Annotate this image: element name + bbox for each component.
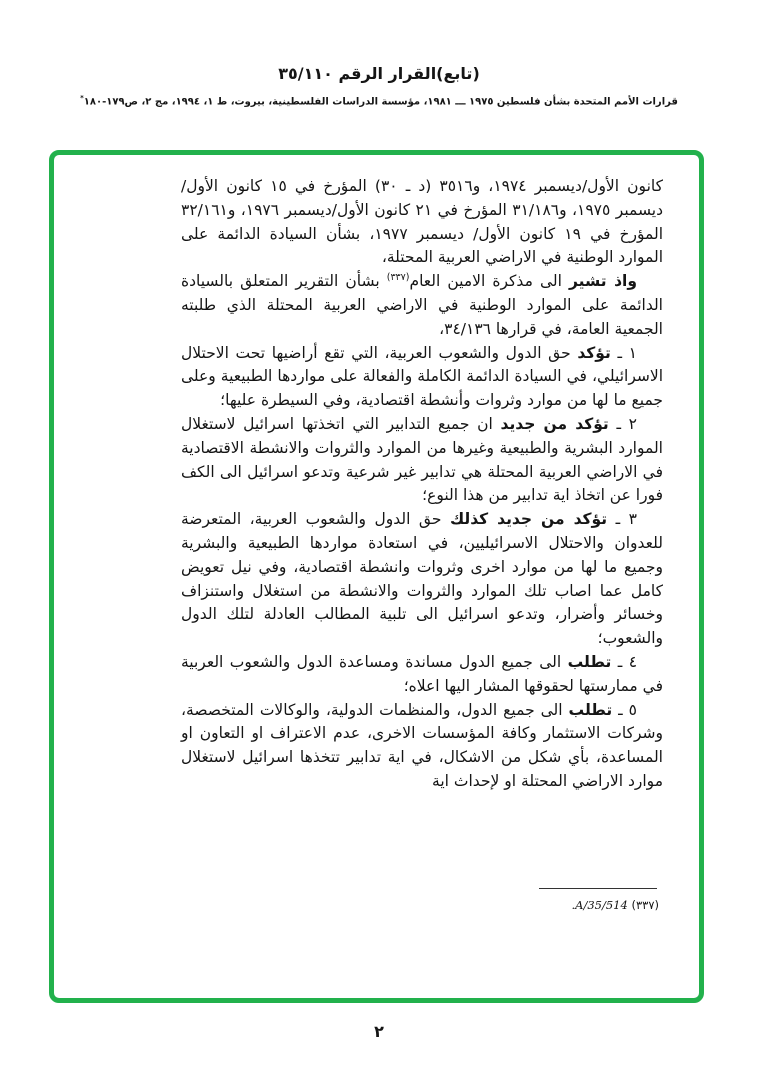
paragraph <box>181 508 663 651</box>
source-note-marker: * <box>80 94 84 102</box>
resolution-text <box>181 175 663 794</box>
footnote-area <box>539 888 659 912</box>
paragraph <box>181 342 663 413</box>
paragraph <box>181 270 663 341</box>
paragraph-lead: تطلب <box>568 700 613 719</box>
paragraph <box>181 413 663 508</box>
paragraph-number: ١ ـ <box>610 343 637 362</box>
paragraph <box>181 175 663 270</box>
green-frame <box>49 150 704 1003</box>
footnote-reference: A/35/514. <box>571 898 628 912</box>
source-citation-text: قرارات الأمم المتحدة بشأن فلسطين ١٩٧٥ ـــ ١٩٨١، مؤسسة الدراسات الفلسطينية، بيروت، ط ١، ١٩٩٤، مج ٢، ص١٧٩-١٨٠ <box>83 96 678 108</box>
paragraph <box>181 699 663 794</box>
paragraph-number: ٤ ـ <box>611 652 638 671</box>
source-citation <box>0 94 758 107</box>
paragraph-text: الى جميع الدول مساندة ومساعدة الدول والشعوب العربية في ممارستها لحقوقها المشار اليها اعلاه؛ <box>181 652 663 695</box>
paragraph-lead: تطلب <box>567 652 612 671</box>
page-title: (تابع)القرار الرقم ٣٥/١١٠ <box>278 64 480 83</box>
footnote-ref-marker: (٣٣٧) <box>386 272 410 284</box>
paragraph-lead: تؤكد من جديد <box>500 414 609 433</box>
paragraph-text: الى مذكرة الامين العام <box>409 272 569 291</box>
paragraph-lead: تؤكد <box>577 343 611 362</box>
footnote-separator <box>539 888 657 889</box>
paragraph-text: الى جميع الدول، والمنظمات الدولية، والوكالات المتخصصة، وشركات الاستثمار وكافة المؤسسات الاخرى، عدم الاعتراف او التعاون او المساعدة، بأي شكل من الاشكال، في اية تدابير تتخذها اسرائيل لاستغلال موارد الاراضي المحتلة او لإحداث اية <box>181 700 663 790</box>
paragraph <box>181 651 663 699</box>
paragraph-number: ٥ ـ <box>612 700 637 719</box>
paragraph-lead: واذ تشير <box>568 272 637 291</box>
paragraph-number: ٢ ـ <box>608 414 637 433</box>
paragraph-text-after: بشأن التقرير المتعلق بالسيادة الدائمة على الموارد الوطنية في الاراضي العربية المحتلة الذي طلبته الجمعية العامة، في قرارها ٣٤/١٣٦، <box>181 272 663 338</box>
page-header <box>0 64 758 107</box>
paragraph-lead: تؤكد من جديد كذلك <box>449 510 608 529</box>
paragraph-text: ان جميع التدابير التي اتخذتها اسرائيل لاستغلال الموارد البشرية والطبيعية وغيرها من الموارد والثروات والانشطة الاقتصادية في الاراضي العربية المحتلة هي تدابير غير شرعية وتدعو اسرائيل الى الكف فورا عن اتخاذ اية تدابير من هذا النوع؛ <box>181 414 663 505</box>
footnote-marker: (٣٣٧) <box>631 898 659 912</box>
footnote <box>539 898 659 912</box>
paragraph-text: كانون الأول/ديسمبر ١٩٧٤، و٣٥١٦ (د ـ ٣٠) المؤرخ في ١٥ كانون الأول/ديسمبر ١٩٧٥، و٣١/١٨٦ المؤرخ في ٢١ كانون الأول/ديسمبر ١٩٧٦، و٣٢/١٦١ المؤرخ في ١٩ كانون الأول/ ديسمبر ١٩٧٧، بشأن السيادة الدائمة على الموارد الوطنية في الاراضي العربية المحتلة، <box>181 177 664 267</box>
page-number: ٢ <box>374 1022 384 1041</box>
paragraph-number: ٣ ـ <box>607 510 637 529</box>
paragraph-text: حق الدول والشعوب العربية، التي تقع أراضيها تحت الاحتلال الاسرائيلي، في السيادة الدائمة الكاملة والفعالة على مواردها الطبيعية وعلى جميع ما لها من موارد وثروات وأنشطة اقتصادية، وفي السيطرة عليها؛ <box>181 343 663 410</box>
paragraph-text: حق الدول والشعوب العربية، المتعرضة للعدوان والاحتلال الاسرائيليين، في استعادة مواردها الطبيعية والبشرية وجميع ما لها من موارد اخرى وثروات وانشطة اقتصادية، وفي نيل تعويض كامل عما اصاب تلك الموارد والثروات والانشطة من استغلال واستنزاف وخسائر وأضرار، وتدعو اسرائيل الى تلبية المطالب العادلة لتلك الدول والشعوب؛ <box>181 510 663 648</box>
